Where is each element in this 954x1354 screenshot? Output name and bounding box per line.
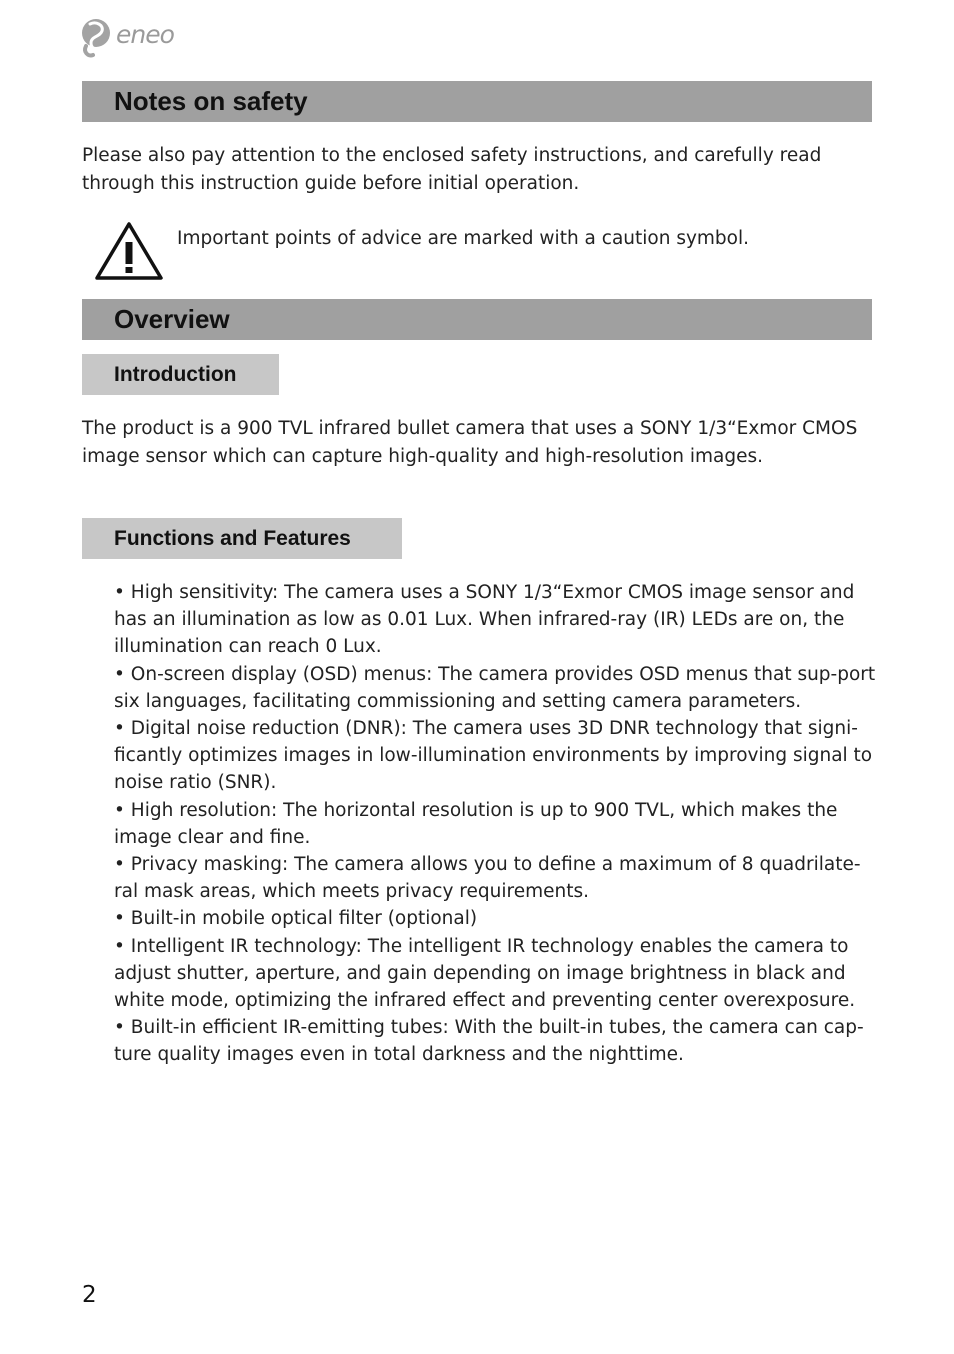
list-item: • Digital noise reduction (DNR): The camera uses 3D DNR technology that signi-ficantly optimizes images in low-illumination environments by improving signal to noise ratio (SNR). [114,715,880,797]
list-item: • Intelligent IR technology: The intelligent IR technology enables the camera to adjust shutter, aperture, and gain depending on image brightness in black and white mode, optimizing the infrared effect and preventing center overexposure. [114,933,880,1015]
subsection-header-introduction [82,354,279,395]
list-item: • High sensitivity: The camera uses a SONY 1/3“Exmor CMOS image sensor and has an illumination as low as 0.01 Lux. When infrared-ray (IR) LEDs are on, the illumination can reach 0 Lux. [114,579,880,661]
list-item: • High resolution: The horizontal resolution is up to 900 TVL, which makes the image clear and fine. [114,797,880,851]
introduction-paragraph: The product is a 900 TVL infrared bullet camera that uses a SONY 1/3“Exmor CMOS image sensor which can capture high-quality and high-resolution images. [82,418,858,467]
section-title: Overview [114,304,230,334]
section-header-safety [82,81,872,122]
section-header-overview [82,299,872,340]
subsection-title: Introduction [114,362,237,386]
list-item: • On-screen display (OSD) menus: The camera provides OSD menus that sup-port six languages, facilitating commissioning and setting camera parameters. [114,661,880,715]
subsection-title: Functions and Features [114,526,351,550]
caution-note: Important points of advice are marked with a caution symbol. [177,228,750,249]
subsection-header-features [82,518,402,559]
caution-triangle-icon [94,220,164,282]
section-title: Notes on safety [114,86,308,116]
logo-text: eneo [116,20,174,49]
eneo-swirl-logo-icon [80,16,116,58]
features-list [114,579,880,1069]
list-item: • Built-in efficient IR-emitting tubes: With the built-in tubes, the camera can cap-ture quality images even in total darkness and the nighttime. [114,1014,880,1068]
brand-logo [80,16,190,58]
list-item: • Privacy masking: The camera allows you to define a maximum of 8 quadrilate-ral mask areas, which meets privacy requirements. [114,851,880,905]
list-item: • Built-in mobile optical filter (optional) [114,905,880,932]
page-number: 2 [82,1282,97,1308]
safety-paragraph: Please also pay attention to the enclosed safety instructions, and carefully read through this instruction guide before initial operation. [82,145,822,194]
